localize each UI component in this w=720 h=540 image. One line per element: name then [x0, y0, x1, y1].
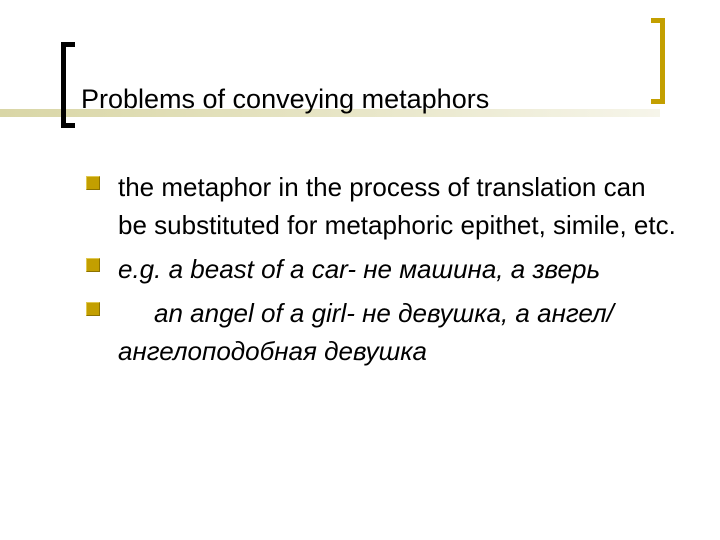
bullet-item	[86, 168, 676, 244]
left-bracket-decoration	[61, 42, 75, 128]
bullet-item	[86, 294, 676, 370]
square-bullet-icon	[86, 258, 100, 272]
right-bracket-decoration	[651, 18, 665, 104]
bullet-text: e.g. a beast of a car- не машина, а зверь	[118, 254, 601, 284]
square-bullet-icon	[86, 302, 100, 316]
bullet-text: the metaphor in the process of translation can be substituted for metaphoric epithet, simile, etc.	[118, 172, 676, 240]
slide-title: Problems of conveying metaphors	[81, 84, 490, 114]
bullet-item	[86, 250, 676, 288]
square-bullet-icon	[86, 176, 100, 190]
bullet-text: an angel of a girl- не девушка, а ангел/ ангелоподобная девушка	[118, 298, 614, 366]
bullet-list	[86, 168, 676, 376]
